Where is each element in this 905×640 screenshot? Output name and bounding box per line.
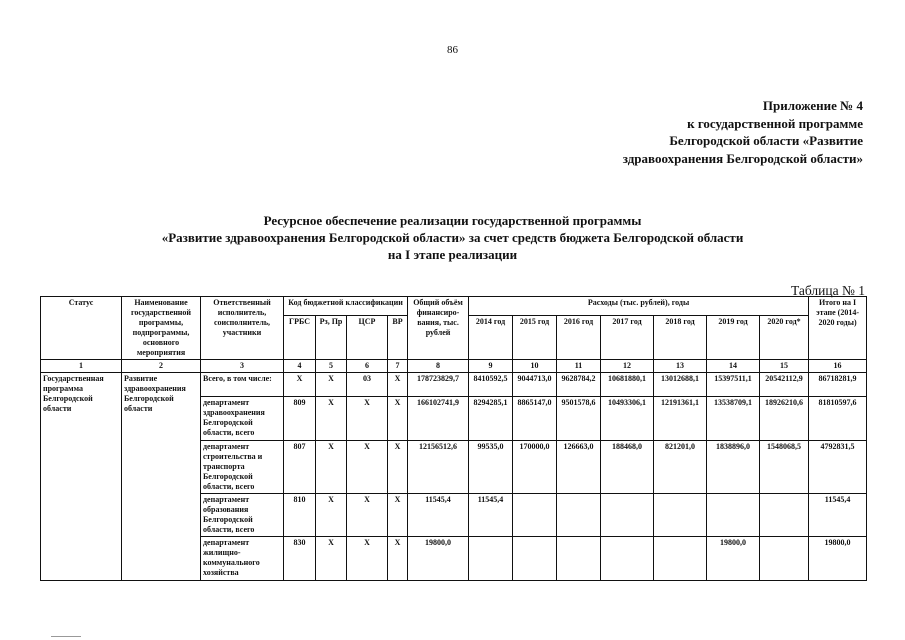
year-value-cell: 13538709,1: [707, 397, 760, 441]
stage-total-cell: 4792831,5: [809, 441, 867, 494]
column-number: 15: [760, 360, 809, 373]
column-number: 2: [122, 360, 201, 373]
executor-cell: Всего, в том числе:: [201, 373, 284, 397]
year-value-cell: 18926210,6: [760, 397, 809, 441]
header-year: 2014 год: [469, 316, 513, 360]
header-year: 2018 год: [654, 316, 707, 360]
header-year: 2016 год: [557, 316, 601, 360]
page-number: 86: [447, 44, 458, 56]
year-value-cell: [601, 537, 654, 581]
year-value-cell: 821201,0: [654, 441, 707, 494]
column-number: 7: [388, 360, 408, 373]
year-value-cell: [513, 537, 557, 581]
stage-total-cell: 81810597,6: [809, 397, 867, 441]
total-cell: 19800,0: [408, 537, 469, 581]
appendix-line: Приложение № 4: [762, 98, 863, 113]
stage-total-cell: 86718281,9: [809, 373, 867, 397]
vr-cell: X: [388, 441, 408, 494]
year-value-cell: 8410592,5: [469, 373, 513, 397]
title-line: Ресурсное обеспечение реализации государственной программы: [263, 213, 642, 228]
header-rz-pr: Рз, Пр: [316, 316, 347, 360]
year-value-cell: 9044713,0: [513, 373, 557, 397]
stage-total-cell: 11545,4: [809, 494, 867, 537]
year-value-cell: 1838896,0: [707, 441, 760, 494]
csr-cell: X: [347, 441, 388, 494]
year-value-cell: 170000,0: [513, 441, 557, 494]
header-grbs: ГРБС: [284, 316, 316, 360]
status-cell: Государственная программа Белгородской области: [41, 373, 122, 581]
header-year: 2015 год: [513, 316, 557, 360]
header-name: Наименование государственной программы, подпрограммы, основного мероприятия: [122, 297, 201, 360]
grbs-cell: 830: [284, 537, 316, 581]
column-number: 4: [284, 360, 316, 373]
header-year: 2017 год: [601, 316, 654, 360]
year-value-cell: 126663,0: [557, 441, 601, 494]
program-name-cell: Развитие здравоохранения Белгородской области: [122, 373, 201, 581]
rz-pr-cell: X: [316, 397, 347, 441]
column-number: 13: [654, 360, 707, 373]
year-value-cell: [654, 494, 707, 537]
column-number: 6: [347, 360, 388, 373]
csr-cell: 03: [347, 373, 388, 397]
table-label: Таблица № 1: [791, 283, 865, 298]
total-cell: 178723829,7: [408, 373, 469, 397]
header-stage-total: Итого на I этапе (2014-2020 годы): [809, 297, 867, 360]
year-value-cell: [654, 537, 707, 581]
header-year: 2020 год*: [760, 316, 809, 360]
csr-cell: X: [347, 537, 388, 581]
year-value-cell: 10681880,1: [601, 373, 654, 397]
year-value-cell: 9501578,6: [557, 397, 601, 441]
year-value-cell: [760, 494, 809, 537]
stage-total-cell: 19800,0: [809, 537, 867, 581]
year-value-cell: 20542112,9: [760, 373, 809, 397]
year-value-cell: 12191361,1: [654, 397, 707, 441]
header-total-volume: Общий объём финансиро-вания, тыс. рублей: [408, 297, 469, 360]
rz-pr-cell: X: [316, 537, 347, 581]
column-number: 3: [201, 360, 284, 373]
csr-cell: X: [347, 494, 388, 537]
year-value-cell: 8294285,1: [469, 397, 513, 441]
title-line: на I этапе реализации: [387, 247, 518, 262]
header-budget-code: Код бюджетной классификации: [284, 297, 408, 316]
year-value-cell: 99535,0: [469, 441, 513, 494]
appendix-line: Белгородской области «Развитие: [669, 133, 863, 148]
appendix-line: здравоохранения Белгородской области»: [622, 150, 863, 166]
header-executor: Ответственный исполнитель, соисполнитель, участники: [201, 297, 284, 360]
header-year: 2019 год: [707, 316, 760, 360]
year-value-cell: [513, 494, 557, 537]
year-value-cell: [557, 537, 601, 581]
year-value-cell: 10493306,1: [601, 397, 654, 441]
column-number-row: [41, 360, 867, 373]
year-value-cell: [557, 494, 601, 537]
vr-cell: X: [388, 397, 408, 441]
year-value-cell: 11545,4: [469, 494, 513, 537]
year-value-cell: [469, 537, 513, 581]
total-cell: 12156512,6: [408, 441, 469, 494]
scan-mark: [51, 636, 81, 637]
executor-cell: департамент здравоохранения Белгородской области, всего: [201, 397, 284, 441]
year-value-cell: 188468,0: [601, 441, 654, 494]
table-row: [41, 373, 867, 397]
rz-pr-cell: X: [316, 373, 347, 397]
document-title: [0, 212, 905, 263]
column-number: 8: [408, 360, 469, 373]
year-value-cell: 8865147,0: [513, 397, 557, 441]
header-csr: ЦСР: [347, 316, 388, 360]
column-number: 14: [707, 360, 760, 373]
header-vr: ВР: [388, 316, 408, 360]
column-number: 11: [557, 360, 601, 373]
grbs-cell: 809: [284, 397, 316, 441]
grbs-cell: X: [284, 373, 316, 397]
appendix-line: к государственной программе: [687, 115, 863, 131]
year-value-cell: [760, 537, 809, 581]
vr-cell: X: [388, 537, 408, 581]
total-cell: 166102741,9: [408, 397, 469, 441]
column-number: 10: [513, 360, 557, 373]
vr-cell: X: [388, 494, 408, 537]
executor-cell: департамент образования Белгородской области, всего: [201, 494, 284, 537]
header-status: Статус: [41, 297, 122, 360]
total-cell: 11545,4: [408, 494, 469, 537]
executor-cell: департамент строительства и транспорта Белгородской области, всего: [201, 441, 284, 494]
executor-cell: департамент жилищно-коммунального хозяйства: [201, 537, 284, 581]
title-line: «Развитие здравоохранения Белгородской области» за счет средств бюджета Белгородской области: [161, 230, 744, 245]
column-number: 16: [809, 360, 867, 373]
year-value-cell: 13012688,1: [654, 373, 707, 397]
appendix-header: [623, 97, 863, 167]
resource-table: [40, 296, 867, 581]
column-number: 5: [316, 360, 347, 373]
year-value-cell: 1548068,5: [760, 441, 809, 494]
year-value-cell: 19800,0: [707, 537, 760, 581]
header-expenses: Расходы (тыс. рублей), годы: [469, 297, 809, 316]
column-number: 12: [601, 360, 654, 373]
year-value-cell: [707, 494, 760, 537]
grbs-cell: 807: [284, 441, 316, 494]
rz-pr-cell: X: [316, 494, 347, 537]
year-value-cell: [601, 494, 654, 537]
year-value-cell: 9628784,2: [557, 373, 601, 397]
grbs-cell: 810: [284, 494, 316, 537]
rz-pr-cell: X: [316, 441, 347, 494]
column-number: 9: [469, 360, 513, 373]
year-value-cell: 15397511,1: [707, 373, 760, 397]
column-number: 1: [41, 360, 122, 373]
vr-cell: X: [388, 373, 408, 397]
csr-cell: X: [347, 397, 388, 441]
